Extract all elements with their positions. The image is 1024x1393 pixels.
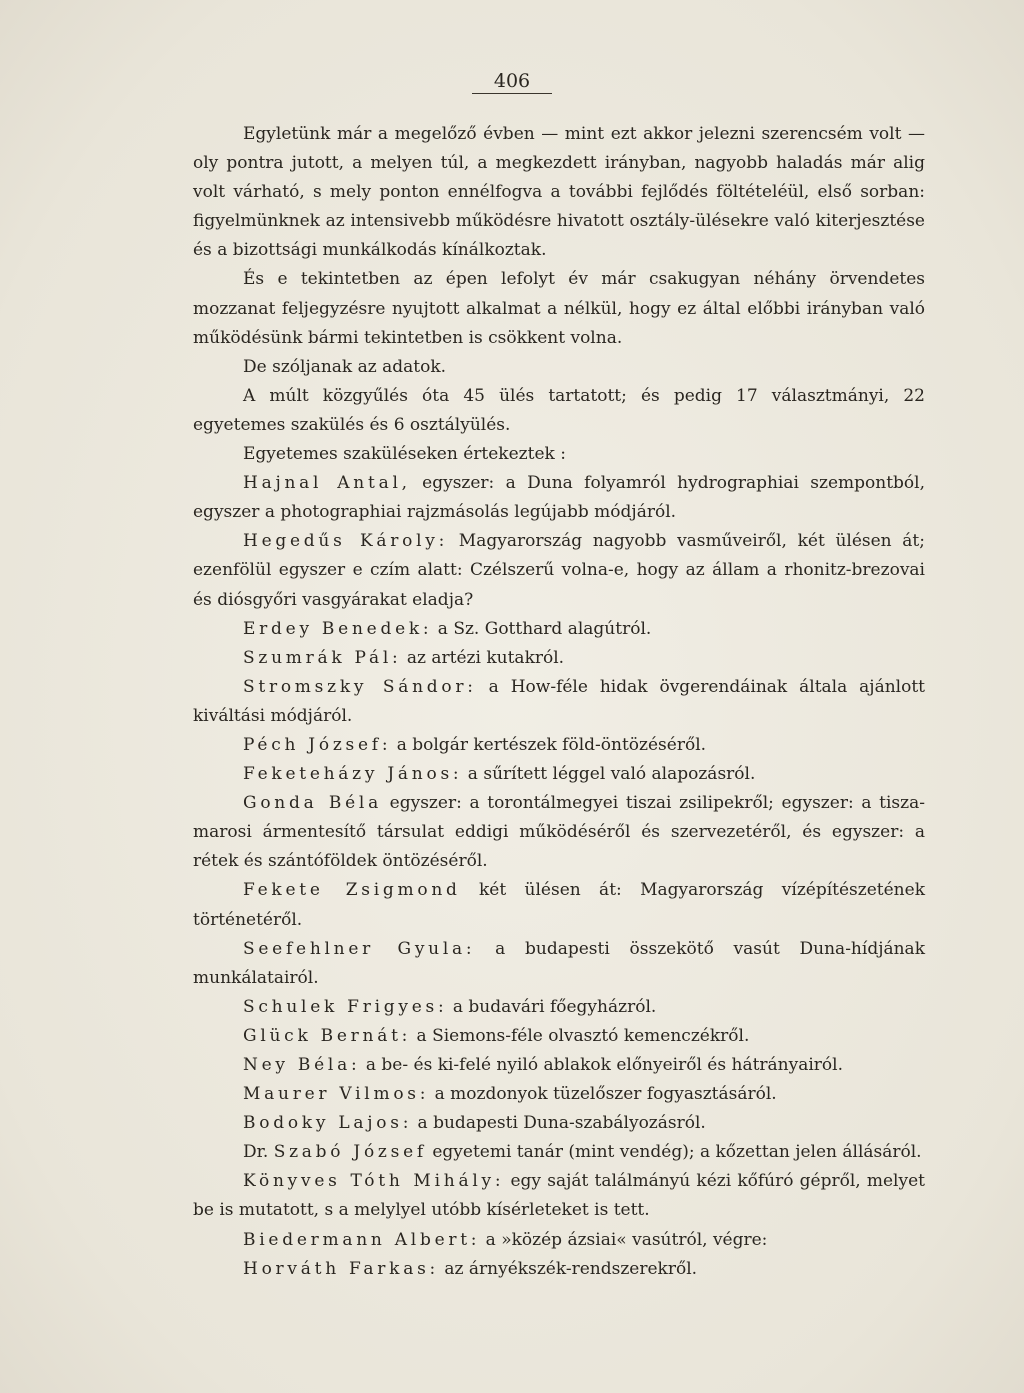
- lecture-entry: [193, 731, 925, 760]
- lecturer-name: Hegedűs Károly:: [243, 531, 449, 552]
- lecture-entry: [193, 993, 925, 1022]
- page-number: 406: [0, 70, 1024, 94]
- lecture-entry: [193, 760, 925, 789]
- lecture-topic: két ülésen át: Magyarország vízépítészetének történetéről.: [193, 880, 925, 930]
- paragraph: És e tekintetben az épen lefolyt év már csakugyan néhány örvendetes mozzanat feljegyzésre nyujtott alkalmat a nélkül, hogy ez által előbbi irányban való működésünk bármi tekintetben is csökkent volna.: [193, 269, 925, 348]
- lecturer-title: Dr.: [243, 1142, 274, 1163]
- lecture-topic: az artézi kutakról.: [401, 647, 565, 668]
- lecturer-name: Bodoky Lajos:: [243, 1113, 413, 1134]
- lecture-topic: a How-féle hidak övgerendáinak általa ajánlott kiváltási módjáról.: [193, 676, 925, 726]
- lecturer-name: Seefehlner Gyula:: [243, 938, 476, 959]
- lecture-topic: a »közép ázsiai« vasútról, végre:: [480, 1229, 768, 1250]
- lecture-topic: az árnyékszék-rendszerekről.: [439, 1258, 698, 1279]
- lecture-entry: [193, 1109, 925, 1138]
- lecturer-name: Szumrák Pál:: [243, 647, 402, 668]
- lecture-entry: [193, 644, 925, 673]
- lecture-topic: a bolgár kertészek föld-öntözéséről.: [391, 734, 707, 755]
- lecture-topic: a sűrített léggel való alapozásról.: [462, 764, 756, 785]
- lecture-topic: egyszer: a torontálmegyei tiszai zsilipekről; egyszer: a tisza-marosi ármentesítő társulat eddigi működéséről és szervezetéről, és egyszer: a rétek és szántóföldek öntözéséről.: [193, 793, 925, 872]
- lecture-entry: [193, 1226, 925, 1255]
- lecture-entry: [193, 673, 925, 731]
- lecture-entry: [193, 1167, 925, 1225]
- lecture-topic: a Siemons-féle olvasztó kemenczékről.: [411, 1025, 750, 1046]
- lecturer-name: Schulek Frigyes:: [243, 996, 448, 1017]
- lecturer-name: Glück Bernát:: [243, 1025, 412, 1046]
- lecturer-name: Feketeházy János:: [243, 764, 463, 785]
- lecturer-name: Biedermann Albert:: [243, 1229, 481, 1250]
- lecture-entry: [193, 615, 925, 644]
- lecture-entry: [193, 1138, 925, 1167]
- lecturer-name: Ney Béla:: [243, 1055, 361, 1075]
- lecturer-name: Könyves Tóth Mihály:: [243, 1171, 505, 1192]
- lecturer-name: Erdey Benedek:: [243, 618, 433, 639]
- paragraph: A múlt közgyűlés óta 45 ülés tartatott; és pedig 17 választmányi, 22 egyetemes szakülés és 6 osztályülés.: [193, 385, 925, 435]
- lecturer-name: Stromszky Sándor:: [243, 676, 477, 697]
- lecture-entry: [193, 1080, 925, 1109]
- lecture-topic: a budapesti Duna-szabályozásról.: [412, 1113, 706, 1134]
- lecturer-name: Maurer Vilmos:: [243, 1084, 430, 1105]
- lecturer-name: Szabó József: [273, 1142, 427, 1163]
- paragraph: Egyetemes szaküléseken értekeztek :: [243, 444, 566, 465]
- lecture-topic: egyetemi tanár (mint vendég); a kőzettan jelen állásáról.: [426, 1142, 922, 1163]
- lecture-topic: a Sz. Gotthard alagútról.: [432, 618, 652, 639]
- lecture-topic: a budavári főegyházról.: [447, 996, 657, 1017]
- lecture-topic: a mozdonyok tüzelőszer fogyasztásáról.: [429, 1084, 777, 1105]
- lecture-entry: [193, 527, 925, 614]
- lecture-entry: [193, 1051, 925, 1080]
- lecturer-name: Gonda Béla: [243, 793, 382, 814]
- lecture-entry: [193, 469, 925, 527]
- lecture-topic: egyszer: a Duna folyamról hydrographiai szempontból, egyszer a photographiai rajzmásolás legújabb módjáról.: [193, 473, 926, 523]
- lecture-topic: a be- és ki-felé nyiló ablakok előnyeiről és hátrányairól.: [360, 1055, 844, 1075]
- lecture-entry: [193, 789, 925, 876]
- lecture-entry: [193, 1022, 925, 1051]
- lecturer-name: Fekete Zsigmond: [243, 880, 461, 901]
- lecture-topic: a budapesti összekötő vasút Duna-hídjának munkálatairól.: [193, 938, 925, 988]
- lecturer-name: Péch József:: [243, 734, 392, 755]
- lecture-entry: [193, 1255, 925, 1284]
- paragraph: De szóljanak az adatok.: [243, 356, 447, 377]
- lecturer-name: Hajnal Antal,: [243, 473, 411, 494]
- lecture-entry: [193, 935, 925, 993]
- body-text: [193, 120, 925, 1284]
- lecture-entry: [193, 876, 925, 934]
- lecture-topic: Magyarország nagyobb vasműveiről, két ülésen át; ezenfölül egyszer e czím alatt: Czélszerű volna-e, hogy az állam a rhonitz-brezovai és diósgyőri vasgyárakat eladja?: [193, 531, 925, 610]
- paragraph: Egyletünk már a megelőző évben — mint ezt akkor jelezni szerencsém volt — oly pontra jutott, a melyen túl, a megkezdett irányban, nagyobb haladás már alig volt várható, s mely ponton ennélfogva a további fejlődés föltételéül, első sorban: figyelmünknek az intensivebb működésre hivatott osztály-ülésekre való kiterjesztése és a bizottsági munkálkodás kínálkoztak.: [193, 124, 925, 261]
- lecture-topic: egy saját találmányú kézi kőfúró gépről, melyet be is mutatott, s a melylyel utóbb kísérleteket is tett.: [193, 1171, 925, 1221]
- lecturer-name: Horváth Farkas:: [243, 1258, 440, 1279]
